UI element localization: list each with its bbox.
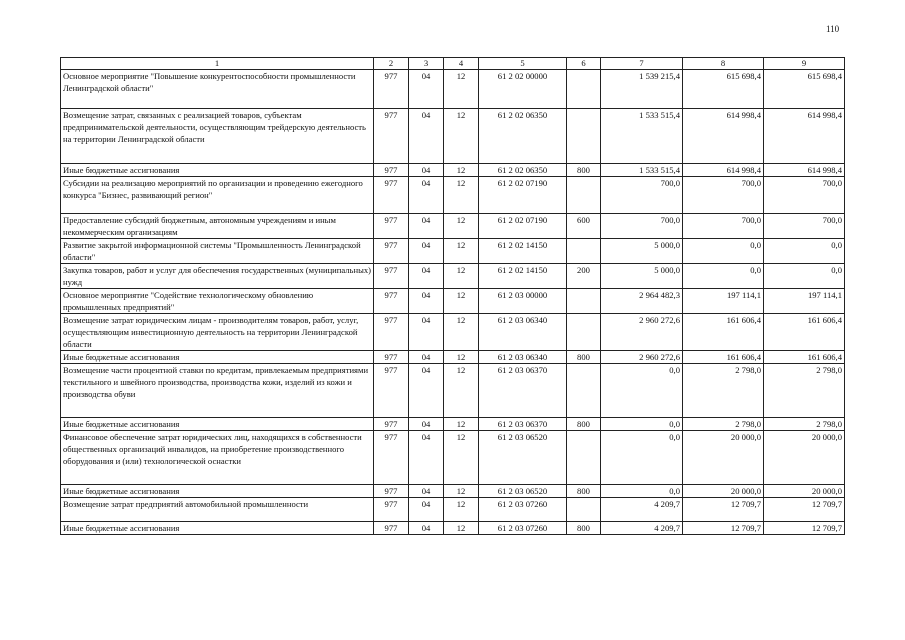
table-row [61,214,845,239]
cell-amount-col7: 0,0 [601,431,683,485]
cell-section: 04 [409,522,444,535]
column-header: 2 [374,58,409,70]
cell-subsection: 12 [444,264,479,289]
cell-section: 04 [409,498,444,522]
cell-amount-col9: 0,0 [764,264,845,289]
cell-amount-col7: 4 209,7 [601,522,683,535]
cell-ministry-code: 977 [374,364,409,418]
cell-amount-col9: 615 698,4 [764,70,845,109]
cell-subsection: 12 [444,164,479,177]
cell-amount-col9: 12 709,7 [764,498,845,522]
cell-amount-col7: 2 964 482,3 [601,289,683,314]
cell-amount-col9: 614 998,4 [764,164,845,177]
cell-section: 04 [409,418,444,431]
cell-ministry-code: 977 [374,485,409,498]
cell-subsection: 12 [444,314,479,351]
cell-amount-col7: 0,0 [601,364,683,418]
table-row [61,164,845,177]
cell-amount-col8: 700,0 [683,177,764,214]
budget-table [60,57,845,535]
cell-name: Возмещение затрат предприятий автомобильной промышленности [61,498,374,522]
cell-expense-type: 800 [567,485,601,498]
cell-target-article: 61 2 03 06520 [479,485,567,498]
cell-amount-col7: 1 539 215,4 [601,70,683,109]
cell-name: Иные бюджетные ассигнования [61,351,374,364]
table-row [61,289,845,314]
table-body [61,70,845,535]
cell-amount-col8: 20 000,0 [683,485,764,498]
cell-name: Иные бюджетные ассигнования [61,418,374,431]
cell-target-article: 61 2 03 07260 [479,498,567,522]
page-number: 110 [826,24,840,34]
cell-amount-col9: 2 798,0 [764,364,845,418]
cell-target-article: 61 2 03 06520 [479,431,567,485]
cell-subsection: 12 [444,431,479,485]
cell-subsection: 12 [444,418,479,431]
cell-amount-col9: 20 000,0 [764,485,845,498]
cell-expense-type [567,239,601,264]
cell-section: 04 [409,239,444,264]
cell-amount-col7: 700,0 [601,214,683,239]
cell-section: 04 [409,177,444,214]
cell-expense-type [567,364,601,418]
column-header: 3 [409,58,444,70]
cell-amount-col9: 700,0 [764,214,845,239]
cell-name: Основное мероприятие "Содействие технологическому обновлению промышленных предприятий" [61,289,374,314]
cell-subsection: 12 [444,214,479,239]
cell-amount-col9: 161 606,4 [764,314,845,351]
cell-ministry-code: 977 [374,522,409,535]
cell-section: 04 [409,109,444,164]
table-row [61,351,845,364]
cell-amount-col8: 12 709,7 [683,498,764,522]
cell-ministry-code: 977 [374,264,409,289]
cell-amount-col8: 0,0 [683,264,764,289]
cell-target-article: 61 2 02 06350 [479,164,567,177]
cell-subsection: 12 [444,177,479,214]
column-header: 7 [601,58,683,70]
cell-target-article: 61 2 02 06350 [479,109,567,164]
cell-ministry-code: 977 [374,109,409,164]
cell-amount-col9: 700,0 [764,177,845,214]
cell-amount-col9: 614 998,4 [764,109,845,164]
cell-subsection: 12 [444,485,479,498]
cell-name: Иные бюджетные ассигнования [61,522,374,535]
cell-ministry-code: 977 [374,498,409,522]
column-header: 4 [444,58,479,70]
cell-target-article: 61 2 02 07190 [479,214,567,239]
cell-subsection: 12 [444,498,479,522]
cell-name: Возмещение затрат юридическим лицам - производителям товаров, работ, услуг, осуществляющим инвестиционную деятельность на территории Ленинградской области [61,314,374,351]
column-header: 5 [479,58,567,70]
cell-target-article: 61 2 03 07260 [479,522,567,535]
cell-subsection: 12 [444,109,479,164]
cell-ministry-code: 977 [374,214,409,239]
cell-amount-col8: 700,0 [683,214,764,239]
cell-name: Субсидии на реализацию мероприятий по организации и проведению ежегодного конкурса "Бизнес, развивающий регион" [61,177,374,214]
cell-ministry-code: 977 [374,177,409,214]
cell-expense-type: 600 [567,214,601,239]
table-row [61,314,845,351]
cell-amount-col8: 615 698,4 [683,70,764,109]
table-row [61,418,845,431]
cell-subsection: 12 [444,351,479,364]
cell-ministry-code: 977 [374,70,409,109]
cell-target-article: 61 2 03 06370 [479,418,567,431]
cell-ministry-code: 977 [374,164,409,177]
cell-amount-col9: 161 606,4 [764,351,845,364]
cell-expense-type [567,70,601,109]
cell-ministry-code: 977 [374,239,409,264]
cell-amount-col9: 20 000,0 [764,431,845,485]
cell-name: Иные бюджетные ассигнования [61,164,374,177]
cell-ministry-code: 977 [374,351,409,364]
cell-target-article: 61 2 03 06340 [479,314,567,351]
cell-amount-col8: 0,0 [683,239,764,264]
cell-ministry-code: 977 [374,289,409,314]
cell-expense-type [567,289,601,314]
column-header: 1 [61,58,374,70]
cell-name: Развитие закрытой информационной системы "Промышленность Ленинградской области" [61,239,374,264]
cell-subsection: 12 [444,364,479,418]
cell-subsection: 12 [444,70,479,109]
cell-name: Возмещение части процентной ставки по кредитам, привлекаемым предприятиями текстильного и швейного производства, производства кожи, изделий из кожи и производства обуви [61,364,374,418]
cell-subsection: 12 [444,289,479,314]
table-row [61,364,845,418]
cell-expense-type [567,498,601,522]
cell-expense-type: 800 [567,418,601,431]
cell-subsection: 12 [444,239,479,264]
cell-amount-col9: 12 709,7 [764,522,845,535]
column-header: 8 [683,58,764,70]
cell-amount-col9: 2 798,0 [764,418,845,431]
cell-amount-col8: 161 606,4 [683,351,764,364]
cell-section: 04 [409,214,444,239]
cell-section: 04 [409,485,444,498]
cell-expense-type: 800 [567,522,601,535]
cell-amount-col7: 5 000,0 [601,264,683,289]
cell-name: Основное мероприятие "Повышение конкурентоспособности промышленности Ленинградской области" [61,70,374,109]
cell-amount-col8: 161 606,4 [683,314,764,351]
cell-section: 04 [409,70,444,109]
cell-section: 04 [409,289,444,314]
cell-section: 04 [409,164,444,177]
column-header: 9 [764,58,845,70]
table-row [61,177,845,214]
cell-amount-col7: 0,0 [601,485,683,498]
cell-ministry-code: 977 [374,431,409,485]
table-row [61,264,845,289]
cell-name: Предоставление субсидий бюджетным, автономным учреждениям и иным некоммерческим организациям [61,214,374,239]
cell-amount-col9: 0,0 [764,239,845,264]
cell-amount-col8: 12 709,7 [683,522,764,535]
cell-amount-col7: 5 000,0 [601,239,683,264]
cell-amount-col7: 700,0 [601,177,683,214]
table-row [61,485,845,498]
cell-amount-col8: 614 998,4 [683,164,764,177]
cell-amount-col8: 197 114,1 [683,289,764,314]
cell-amount-col7: 2 960 272,6 [601,351,683,364]
cell-target-article: 61 2 02 00000 [479,70,567,109]
cell-amount-col7: 1 533 515,4 [601,164,683,177]
cell-amount-col8: 2 798,0 [683,418,764,431]
cell-ministry-code: 977 [374,314,409,351]
cell-amount-col8: 20 000,0 [683,431,764,485]
cell-amount-col8: 614 998,4 [683,109,764,164]
cell-amount-col7: 4 209,7 [601,498,683,522]
cell-target-article: 61 2 02 07190 [479,177,567,214]
cell-target-article: 61 2 02 14150 [479,239,567,264]
cell-expense-type: 200 [567,264,601,289]
cell-section: 04 [409,351,444,364]
cell-amount-col7: 0,0 [601,418,683,431]
cell-target-article: 61 2 02 14150 [479,264,567,289]
cell-target-article: 61 2 03 06370 [479,364,567,418]
header-row [61,58,845,70]
cell-expense-type [567,177,601,214]
table-row [61,109,845,164]
cell-name: Иные бюджетные ассигнования [61,485,374,498]
table-row [61,70,845,109]
cell-name: Возмещение затрат, связанных с реализацией товаров, субъектам предпринимательской деятельности, осуществляющим трейдерскую деятельность на территории Ленинградской области [61,109,374,164]
cell-target-article: 61 2 03 06340 [479,351,567,364]
cell-expense-type: 800 [567,164,601,177]
cell-section: 04 [409,364,444,418]
cell-amount-col7: 2 960 272,6 [601,314,683,351]
cell-target-article: 61 2 03 00000 [479,289,567,314]
cell-amount-col8: 2 798,0 [683,364,764,418]
cell-amount-col9: 197 114,1 [764,289,845,314]
cell-section: 04 [409,314,444,351]
cell-subsection: 12 [444,522,479,535]
table-row [61,239,845,264]
cell-expense-type [567,431,601,485]
cell-ministry-code: 977 [374,418,409,431]
cell-section: 04 [409,264,444,289]
table-row [61,498,845,522]
table-row [61,522,845,535]
cell-amount-col7: 1 533 515,4 [601,109,683,164]
column-header: 6 [567,58,601,70]
cell-section: 04 [409,431,444,485]
cell-name: Закупка товаров, работ и услуг для обеспечения государственных (муниципальных) нужд [61,264,374,289]
cell-name: Финансовое обеспечение затрат юридических лиц, находящихся в собственности общественных организаций инвалидов, на приобретение производственного оборудования и (или) технологической оснастки [61,431,374,485]
cell-expense-type: 800 [567,351,601,364]
table-row [61,431,845,485]
cell-expense-type [567,109,601,164]
cell-expense-type [567,314,601,351]
